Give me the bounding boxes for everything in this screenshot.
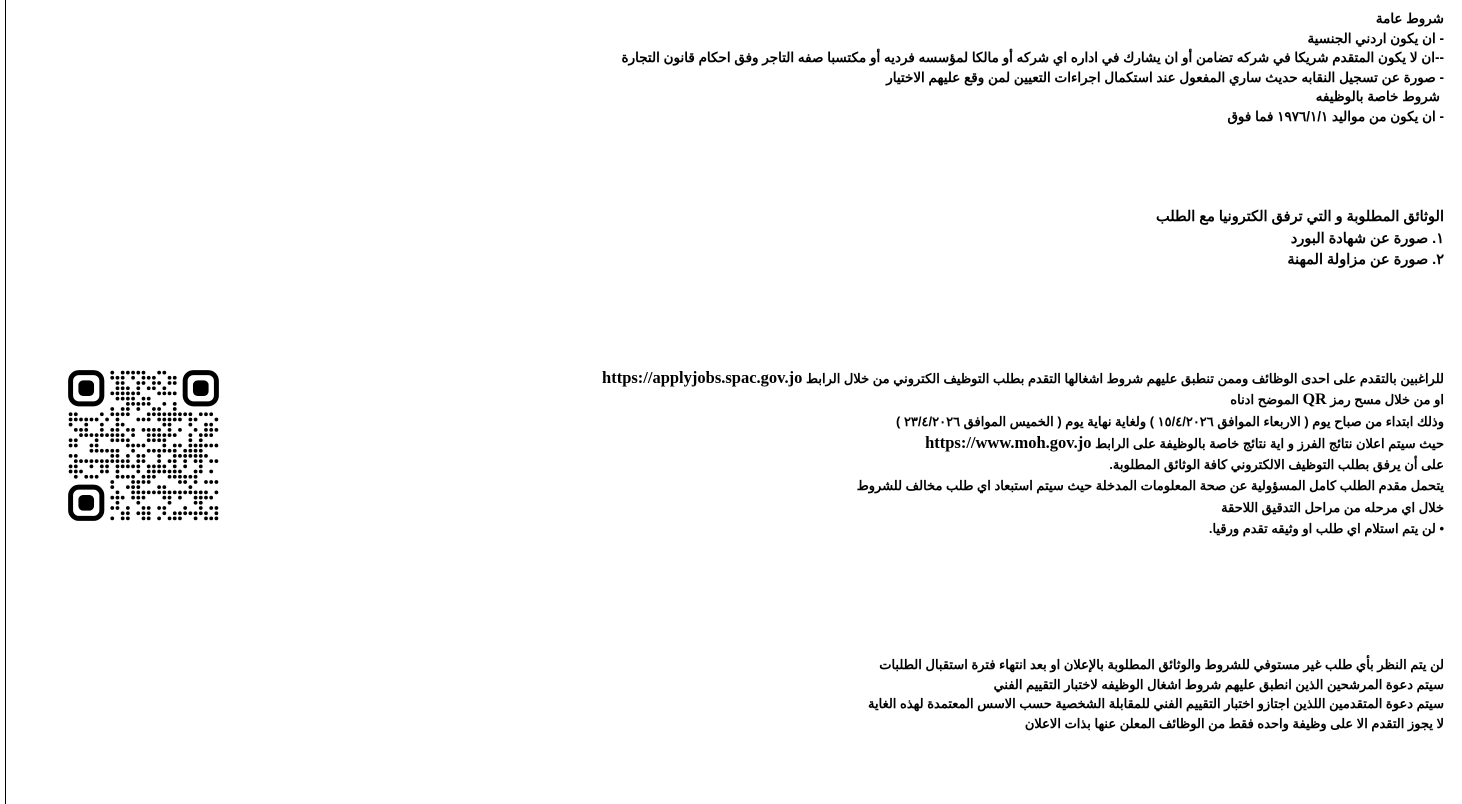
required-documents-section (1156, 207, 1444, 272)
qr-code-icon[interactable] (68, 370, 219, 521)
condition-union-registration: - صورة عن تسجيل النقابه حديث ساري المفعول عند استكمال اجراءات التعيين لمن وقع عليهم الاختيار (886, 69, 1444, 85)
qr-instructions-pre: او من خلال مسح رمز (1330, 392, 1444, 408)
qr-instructions-post: الموضح ادناه (1230, 392, 1299, 408)
document-practice-license: ٢. صورة عن مزاولة المهنة (1287, 252, 1444, 268)
application-section (602, 367, 1444, 539)
notes-section (868, 655, 1444, 733)
no-paper-applications-note: • لن يتم استلام اي طلب او وثيقه تقدم ورقيا. (1208, 521, 1444, 537)
condition-birthdate: - ان يكون من مواليد ١٩٧٦/١/١ فما فوق (1227, 108, 1444, 124)
document-board-certificate: ١. صورة عن شهادة البورد (1290, 230, 1444, 247)
single-job-note: لا يجوز التقدم الا على وظيفة واحده فقط من الوظائف المعلن عنها بذات الاعلان (1024, 715, 1444, 731)
general-conditions-title: شروط عامة (1375, 11, 1444, 26)
qr-word: QR (1302, 391, 1327, 409)
incomplete-applications-note: لن يتم النظر بأي طلب غير مستوفي للشروط والوثائق المطلوبة بالإعلان او بعد انتهاء فترة استقبال الطلبات (879, 657, 1444, 672)
results-announcement-text: حيث سيتم اعلان نتائج الفرز و اية نتائج خاصة بالوظيفة على الرابط (1095, 435, 1444, 451)
condition-nationality: - ان يكون اردني الجنسية (1307, 30, 1444, 46)
apply-instructions-text: للراغبين بالتقدم على احدى الوظائف وممن تنطبق عليهم شروط اشغالها التقدم بطلب التوظيف الكتروني من خلال الرابط (806, 371, 1444, 386)
application-period: وذلك ابتداء من صباح يوم ( الاربعاء الموافق ١٥/٤/٢٠٢٦ ) ولغاية نهاية يوم ( الخميس الموافق ٢٣/٤/٢٠٢٦ ) (896, 413, 1444, 429)
moh-link[interactable]: https://www.moh.gov.jo (925, 432, 1092, 452)
condition-no-partnership: --ان لا يكون المتقدم شريكا في شركه تضامن أو ان يشارك في اداره اي شركه أو مالكا لمؤسسه فرديه أو مكتسبا صفه التاجر وفق احكام قانون التجارة (621, 50, 1444, 65)
apply-link[interactable]: https://applyjobs.spac.gov.jo (602, 368, 803, 387)
technical-test-note: سيتم دعوة المرشحين الذين انطبق عليهم شروط اشغال الوظيفه لاختبار التقييم الفني (993, 676, 1444, 692)
page-left-border (5, 0, 6, 804)
job-conditions-title: شروط خاصة بالوظيفه (1315, 89, 1440, 104)
documents-title: الوثائق المطلوبة و التي ترفق الكترونيا مع الطلب (1155, 209, 1444, 225)
interview-note: سيتم دعوة المتقدمين اللذين اجتازو اختبار التقييم الفني للمقابلة الشخصية حسب الاسس المعتمدة لهذه الغاية (868, 696, 1444, 711)
results-announcement-line (602, 432, 1444, 454)
responsibility-note: يتحمل مقدم الطلب كامل المسؤولية عن صحة المعلومات المدخلة حيث سيتم استبعاد اي طلب مخالف للشروط (856, 478, 1444, 494)
audit-stage-note: خلال اي مرحله من مراحل التدقيق اللاحقة (1221, 499, 1444, 515)
qr-instructions-line (602, 389, 1444, 410)
apply-instructions-line (602, 367, 1444, 389)
attach-documents-note: على أن يرفق بطلب التوظيف الالكتروني كافة الوثائق المطلوبة. (1109, 457, 1444, 473)
general-conditions-section (622, 9, 1445, 126)
